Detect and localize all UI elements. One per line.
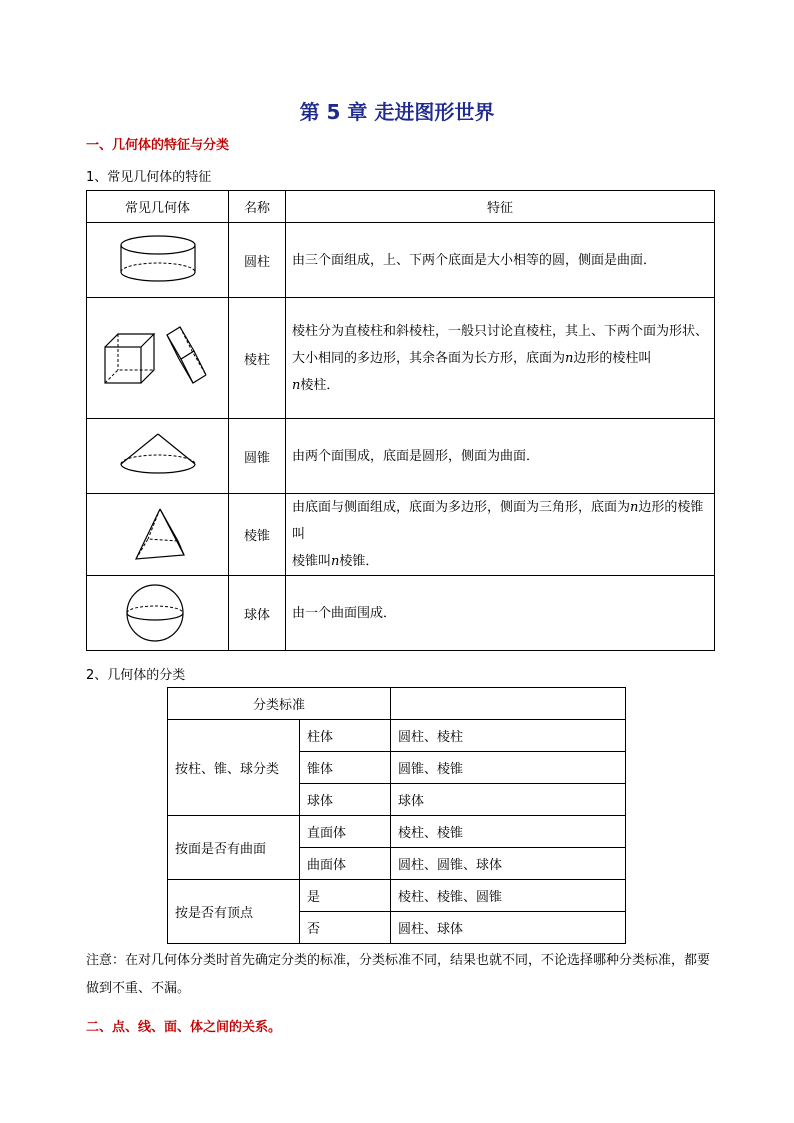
section2-heading: 二、点、线、面、体之间的关系。 [86,1020,282,1035]
part1-heading: 1、常见几何体的特征 [86,170,212,185]
examples-cell: 圆柱、球体 [391,912,626,944]
criterion-cell: 按柱、锥、球分类 [168,720,300,816]
examples-cell: 圆柱、圆锥、球体 [391,848,626,880]
cone-icon [98,426,218,486]
examples-cell: 圆锥、棱锥 [391,752,626,784]
solid-feature: 由三个面组成，上、下两个底面是大小相等的圆，侧面是曲面． [286,223,715,298]
classification-table [167,687,626,944]
examples-cell: 球体 [391,784,626,816]
type-cell: 否 [300,912,391,944]
header-name: 名称 [229,191,286,223]
examples-cell: 棱柱、棱锥 [391,816,626,848]
table-row [87,419,715,494]
cylinder-icon [98,230,218,290]
solid-feature: 由底面与侧面组成，底面为多边形，侧面为三角形，底面为n边形的棱锥叫 棱锥叫n棱锥． [286,494,715,576]
type-cell: 锥体 [300,752,391,784]
pyramid-icon [98,503,218,567]
table-row [87,494,715,576]
header-feature: 特征 [286,191,715,223]
type-cell: 是 [300,880,391,912]
solid-name: 棱柱 [229,298,286,419]
solid-name: 棱锥 [229,494,286,576]
examples-cell: 棱柱、棱锥、圆锥 [391,880,626,912]
sphere-icon [98,581,218,645]
examples-cell: 圆柱、棱柱 [391,720,626,752]
cone-figure [87,419,229,494]
part2-heading: 2、几何体的分类 [86,668,186,683]
prism-figure [87,298,229,419]
table-row [87,576,715,651]
type-cell: 曲面体 [300,848,391,880]
table-row [168,880,626,912]
table-row [87,223,715,298]
table-row [168,816,626,848]
table-header-row [87,191,715,223]
prism-icon [93,323,223,393]
solids-feature-table [86,190,715,651]
table-row [168,720,626,752]
criterion-cell: 按面是否有曲面 [168,816,300,880]
sphere-figure [87,576,229,651]
table-header-row [168,688,626,720]
header-blank [391,688,626,720]
type-cell: 直面体 [300,816,391,848]
page-title: 第 5 章 走进图形世界 [299,100,495,124]
section1-heading: 一、几何体的特征与分类 [86,138,230,153]
type-cell: 柱体 [300,720,391,752]
criterion-cell: 按是否有顶点 [168,880,300,944]
solid-name: 圆锥 [229,419,286,494]
header-figure: 常见几何体 [87,191,229,223]
solid-feature: 由一个曲面围成． [286,576,715,651]
table-row [87,298,715,419]
header-criterion: 分类标准 [168,688,391,720]
solid-feature: 棱柱分为直棱柱和斜棱柱，一般只讨论直棱柱，其上、下两个面为形状、大小相同的多边形，其余各面为长方形，底面为n边形的棱柱叫 n棱柱． [286,298,715,419]
type-cell: 球体 [300,784,391,816]
pyramid-figure [87,494,229,576]
cylinder-figure [87,223,229,298]
solid-feature: 由两个面围成，底面是圆形，侧面为曲面． [286,419,715,494]
solid-name: 球体 [229,576,286,651]
note-paragraph: 注意：在对几何体分类时首先确定分类的标准，分类标准不同，结果也就不同，不论选择哪种分类标准，都要做到不重、不漏。 [86,953,711,996]
solid-name: 圆柱 [229,223,286,298]
